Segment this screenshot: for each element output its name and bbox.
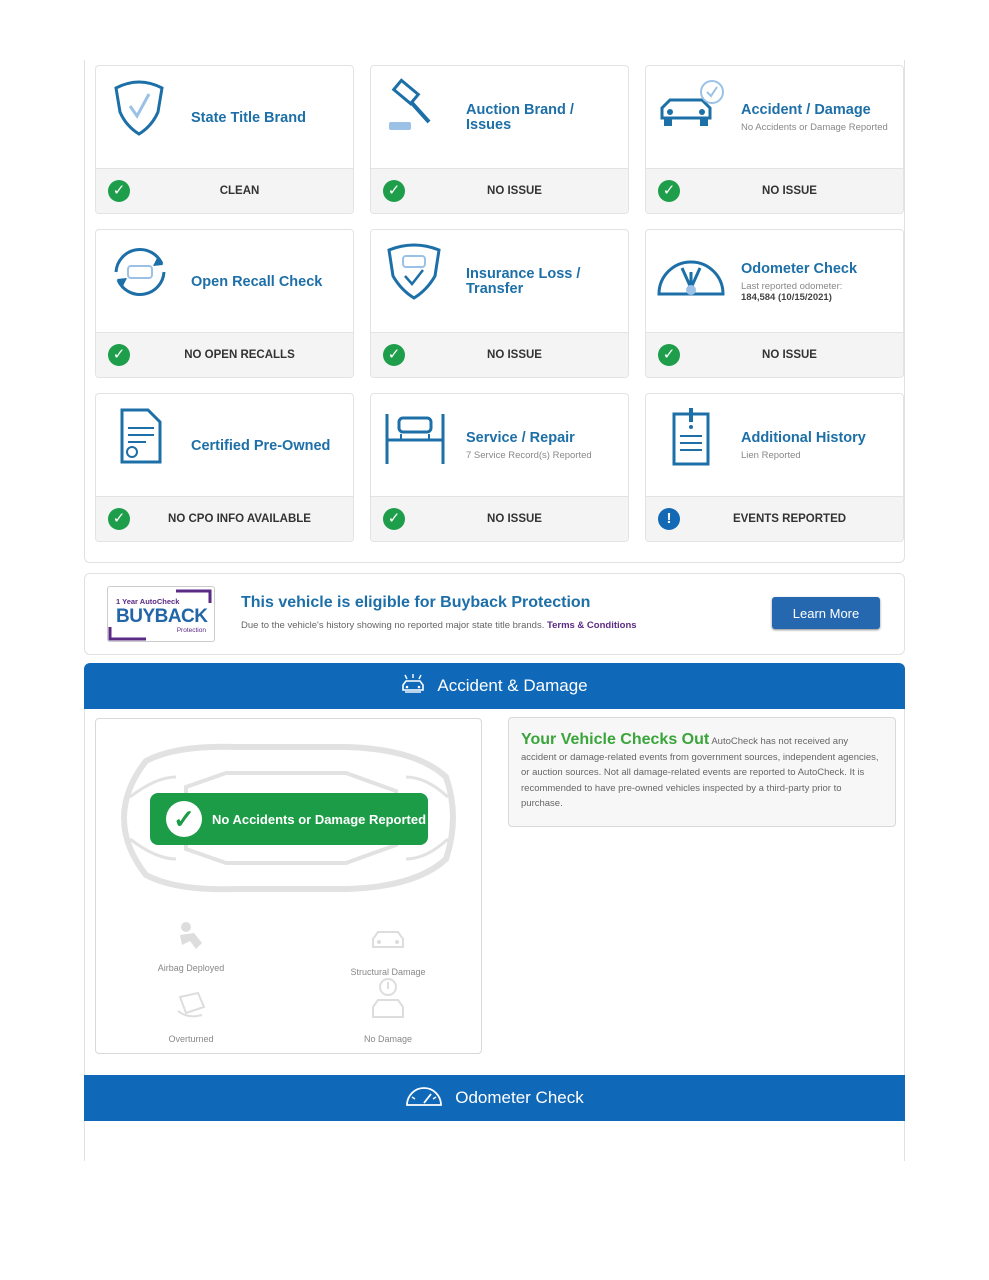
overturned-label: Overturned bbox=[168, 1034, 214, 1044]
odometer-check-body bbox=[84, 1121, 905, 1161]
check-icon: ✓ bbox=[108, 180, 130, 202]
certificate-icon bbox=[106, 406, 176, 466]
accident-damage-body bbox=[84, 709, 905, 1075]
check-icon: ✓ bbox=[383, 180, 405, 202]
card-title: Certified Pre-Owned bbox=[191, 437, 331, 454]
check-icon: ✓ bbox=[108, 508, 130, 530]
card-title: Additional History bbox=[741, 430, 866, 446]
checks-out-title: Your Vehicle Checks Out bbox=[521, 731, 710, 748]
car-crash-icon bbox=[401, 674, 425, 699]
check-icon: ✓ bbox=[166, 801, 202, 837]
auction-brand-card[interactable] bbox=[370, 65, 629, 214]
no-damage-label: No Damage bbox=[363, 1034, 413, 1044]
card-status: CLEAN bbox=[219, 185, 260, 197]
odometer-check-card[interactable] bbox=[645, 229, 904, 378]
alert-icon: ! bbox=[658, 508, 680, 530]
open-recall-card[interactable] bbox=[95, 229, 354, 378]
accident-damage-title: Accident & Damage bbox=[437, 676, 588, 695]
state-title-brand-card[interactable] bbox=[95, 65, 354, 214]
card-status: NO ISSUE bbox=[762, 349, 817, 361]
learn-more-button[interactable]: Learn More bbox=[772, 597, 880, 629]
odometer-icon bbox=[656, 242, 726, 302]
card-title: Accident / Damage bbox=[741, 102, 871, 118]
buyback-description: Due to the vehicle's history showing no reported major state title brands. Terms & Conditions bbox=[241, 620, 637, 631]
structural-damage-label: Structural Damage bbox=[350, 967, 426, 977]
odometer-check-title: Odometer Check bbox=[455, 1088, 584, 1107]
structural-damage-icon bbox=[370, 925, 406, 953]
checks-out-text: AutoCheck has not received any accident or damage-related events from government sources, independent agencies, or auction sources. Not all damage-related events are reported to AutoCheck. It is recommended to have pre-owned vehicles inspected by a third-party prior to purchase. bbox=[521, 736, 879, 809]
terms-conditions-link[interactable]: Terms & Conditions bbox=[546, 620, 637, 631]
card-title: Insurance Loss / Transfer bbox=[466, 266, 581, 297]
service-repair-card[interactable] bbox=[370, 393, 629, 542]
card-title: Odometer Check bbox=[741, 260, 858, 277]
gavel-icon bbox=[381, 78, 451, 138]
check-icon: ✓ bbox=[383, 508, 405, 530]
overturned-icon bbox=[174, 989, 208, 1021]
certified-pre-owned-card[interactable] bbox=[95, 393, 354, 542]
accident-damage-header bbox=[84, 663, 905, 709]
card-status: NO CPO INFO AVAILABLE bbox=[168, 513, 311, 525]
insurance-loss-card[interactable] bbox=[370, 229, 629, 378]
vehicle-checks-out-box bbox=[508, 717, 896, 827]
airbag-deployed-label: Airbag Deployed bbox=[157, 963, 225, 973]
car-lift-icon bbox=[381, 406, 451, 466]
card-subtitle: Lien Reported bbox=[741, 450, 801, 461]
recall-car-icon bbox=[106, 242, 176, 302]
card-status: NO ISSUE bbox=[487, 349, 542, 361]
card-status: NO OPEN RECALLS bbox=[184, 349, 295, 361]
buyback-protection-banner bbox=[84, 573, 905, 655]
vehicle-summary-panel bbox=[84, 60, 905, 563]
additional-history-card[interactable] bbox=[645, 393, 904, 542]
check-icon: ✓ bbox=[383, 344, 405, 366]
card-status: NO ISSUE bbox=[762, 185, 817, 197]
clipboard-alert-icon bbox=[656, 406, 726, 466]
airbag-icon bbox=[176, 919, 206, 953]
no-damage-icon bbox=[370, 977, 406, 1023]
accident-damage-card[interactable] bbox=[645, 65, 904, 214]
insurance-shield-icon bbox=[381, 242, 451, 302]
odometer-reading: 184,584 (10/15/2021) bbox=[741, 291, 832, 303]
check-icon: ✓ bbox=[658, 344, 680, 366]
buyback-title: This vehicle is eligible for Buyback Protection bbox=[241, 594, 591, 611]
card-title: Service / Repair bbox=[466, 430, 575, 446]
card-title: Open Recall Check bbox=[191, 273, 323, 290]
card-status: EVENTS REPORTED bbox=[732, 513, 847, 525]
no-accidents-badge: ✓ No Accidents or Damage Reported bbox=[150, 793, 428, 845]
odometer-check-header bbox=[84, 1075, 905, 1121]
check-icon: ✓ bbox=[658, 180, 680, 202]
card-subtitle: 7 Service Record(s) Reported bbox=[466, 450, 592, 461]
buyback-logo: 1 Year AutoCheck BUYBACK Protection bbox=[107, 586, 215, 642]
card-status: NO ISSUE bbox=[487, 513, 542, 525]
shield-check-icon bbox=[106, 78, 176, 138]
car-damage-icon bbox=[656, 78, 726, 138]
card-status: NO ISSUE bbox=[487, 185, 542, 197]
card-subtitle: Last reported odometer: bbox=[741, 280, 843, 292]
card-subtitle: No Accidents or Damage Reported bbox=[741, 122, 888, 133]
damage-diagram bbox=[95, 718, 482, 1054]
odometer-icon bbox=[405, 1085, 443, 1112]
card-title: Auction Brand / Issues bbox=[466, 102, 574, 133]
card-title: State Title Brand bbox=[191, 109, 306, 126]
check-icon: ✓ bbox=[108, 344, 130, 366]
